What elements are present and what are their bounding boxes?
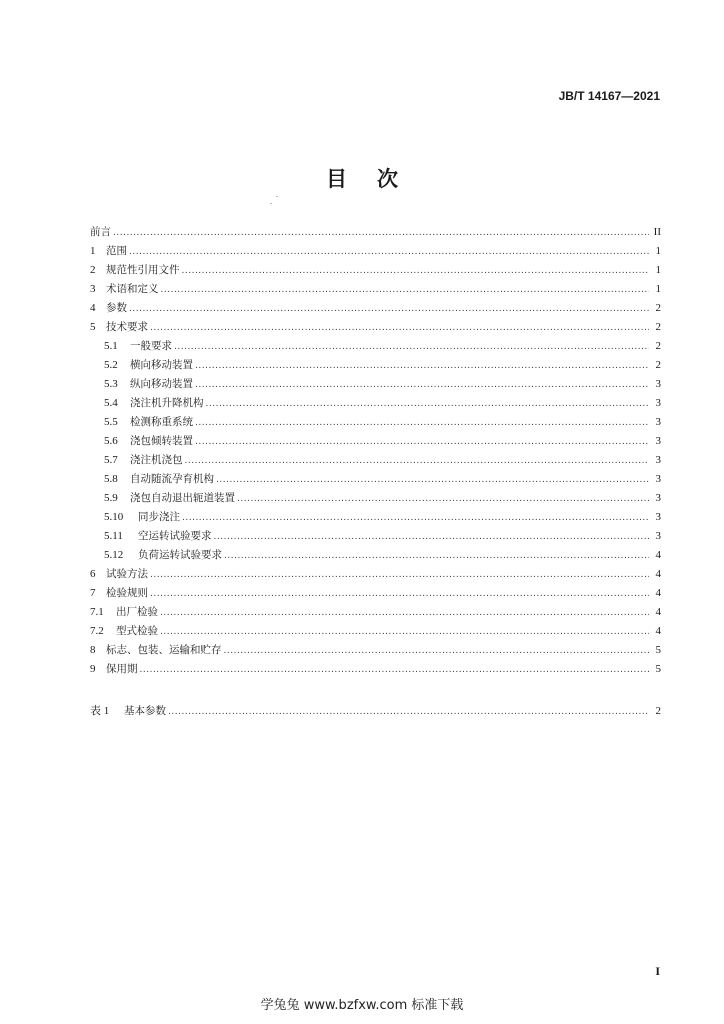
toc-entry[interactable] [90, 623, 661, 642]
tables-toc-entry-label: 基本参数 [124, 705, 166, 717]
toc-entry[interactable] [90, 281, 661, 300]
tables-toc-entry-page: 2 [655, 705, 661, 717]
toc-leader-dots [185, 456, 650, 466]
toc-entry-page: 4 [655, 625, 661, 637]
toc-entry-label: 出厂检验 [116, 606, 158, 618]
toc-entry-label: 检测称重系统 [130, 416, 193, 428]
toc-entry-number: 8 [90, 644, 96, 656]
toc-entry-page: 3 [655, 530, 661, 542]
toc-entry-number: 3 [90, 283, 96, 295]
toc-entry-label: 自动随流孕育机构 [130, 473, 214, 485]
toc-entry-label: 试验方法 [106, 568, 148, 580]
tables-toc-entry-number: 表 1 [90, 705, 110, 717]
toc-entry-number: 1 [90, 245, 96, 257]
toc-entry[interactable] [90, 262, 661, 281]
page-title [0, 163, 724, 193]
toc-entry[interactable] [90, 243, 661, 262]
scan-speck [276, 196, 278, 197]
toc-entry-number: 5.11 [104, 530, 123, 542]
toc-entry-page: 2 [655, 340, 661, 352]
toc-entry-number: 5.1 [104, 340, 118, 352]
toc-leader-dots [237, 494, 649, 504]
toc-entry-label: 标志、包装、运输和贮存 [106, 644, 222, 656]
toc-entry-page: 3 [655, 454, 661, 466]
toc-entry[interactable] [104, 433, 661, 452]
toc-entry[interactable] [104, 471, 661, 490]
toc-leader-dots [161, 285, 650, 295]
toc-entry-label: 横向移动装置 [130, 359, 193, 371]
toc-entry-number: 5.7 [104, 454, 118, 466]
toc-entry[interactable] [104, 509, 661, 528]
toc-entry-page: 5 [655, 663, 661, 675]
toc-entry[interactable] [104, 414, 661, 433]
tables-toc-entry[interactable] [90, 702, 661, 721]
watermark: 学兔兔 www.bzfxw.com 标准下载 [260, 998, 464, 1013]
toc-leader-dots [113, 228, 649, 238]
toc-entry[interactable] [90, 642, 661, 661]
toc-entry[interactable] [90, 319, 661, 338]
toc-leader-dots [214, 532, 650, 542]
toc-entry-label: 前言 [90, 226, 111, 238]
toc-leader-dots [168, 707, 649, 717]
toc-leader-dots [195, 361, 649, 371]
toc-entry-page: 3 [655, 511, 661, 523]
toc-leader-dots [140, 665, 650, 675]
toc-entry[interactable] [104, 395, 661, 414]
standard-number: JB/T 14167—2021 [558, 89, 660, 103]
toc-entry-label: 浇注机升降机构 [130, 397, 204, 409]
toc-leader-dots [182, 266, 650, 276]
toc-entry-page: 3 [655, 473, 661, 485]
toc-entry[interactable] [104, 490, 661, 509]
toc-entry-page: 4 [655, 549, 661, 561]
toc-entry-number: 5.3 [104, 378, 118, 390]
toc-entry-label: 同步浇注 [138, 511, 180, 523]
toc-leader-dots [224, 551, 649, 561]
toc-entry-number: 5 [90, 321, 96, 333]
toc-entry-label: 浇包自动退出轭道装置 [130, 492, 235, 504]
toc-entry-page: 3 [655, 378, 661, 390]
toc-entry-page: 4 [655, 568, 661, 580]
toc-leader-dots [216, 475, 649, 485]
toc-entry[interactable] [90, 224, 661, 243]
toc-entry-label: 负荷运转试验要求 [138, 549, 222, 561]
toc-leader-dots [206, 399, 650, 409]
toc-entry-label: 纵向移动装置 [130, 378, 193, 390]
toc-entry[interactable] [90, 661, 661, 680]
toc-entry[interactable] [90, 585, 661, 604]
toc-entry-page: 2 [655, 321, 661, 333]
toc-entry-number: 7.2 [90, 625, 104, 637]
toc-entry-number: 5.10 [104, 511, 124, 523]
toc-entry[interactable] [104, 528, 661, 547]
scan-speck [270, 203, 272, 204]
toc-entry[interactable] [90, 566, 661, 585]
toc-entry-label: 范围 [106, 245, 127, 257]
toc-leader-dots [160, 627, 649, 637]
toc-entry-page: 1 [655, 264, 661, 276]
toc-leader-dots [150, 589, 649, 599]
toc-entry-page: 2 [655, 359, 661, 371]
toc-entry[interactable] [104, 357, 661, 376]
toc-entry-page: 4 [655, 606, 661, 618]
toc-entry-label: 型式检验 [116, 625, 158, 637]
toc-entry-number: 5.8 [104, 473, 118, 485]
toc-entry-number: 7 [90, 587, 96, 599]
toc-entry-number: 7.1 [90, 606, 104, 618]
toc-entry[interactable] [90, 604, 661, 623]
toc-entry-number: 5.12 [104, 549, 124, 561]
page-number: I [655, 964, 660, 978]
toc-entry-number: 5.9 [104, 492, 118, 504]
toc-entry-label: 浇包倾转装置 [130, 435, 193, 447]
toc-entry-page: 3 [655, 397, 661, 409]
toc-entry-label: 空运转试验要求 [138, 530, 212, 542]
toc-entry-number: 6 [90, 568, 96, 580]
toc-leader-dots [174, 342, 649, 352]
toc-entry-number: 2 [90, 264, 96, 276]
toc-entry-number: 5.2 [104, 359, 118, 371]
toc-entry-label: 检验规则 [106, 587, 148, 599]
toc-leader-dots [195, 418, 649, 428]
toc-leader-dots [150, 570, 649, 580]
toc-entry-page: 1 [655, 245, 661, 257]
toc-leader-dots [224, 646, 650, 656]
toc-entry-number: 5.6 [104, 435, 118, 447]
toc-entry[interactable] [104, 547, 661, 566]
toc-entry-page: 3 [655, 492, 661, 504]
toc-entry-page: 3 [655, 435, 661, 447]
toc-entry[interactable] [104, 452, 661, 471]
toc-leader-dots [129, 304, 649, 314]
toc-entry-page: 2 [655, 302, 661, 314]
toc-entry-page: 3 [655, 416, 661, 428]
toc-entry-number: 5.4 [104, 397, 118, 409]
toc-entry-label: 规范性引用文件 [106, 264, 180, 276]
toc-entry-number: 5.5 [104, 416, 118, 428]
toc-entry-label: 保用期 [106, 663, 138, 675]
toc-leader-dots [129, 247, 649, 257]
toc-entry[interactable] [90, 300, 661, 319]
toc-entry[interactable] [104, 338, 661, 357]
toc-leader-dots [182, 513, 649, 523]
toc-entry[interactable] [104, 376, 661, 395]
toc-entry-label: 参数 [106, 302, 127, 314]
toc-entry-label: 技术要求 [106, 321, 148, 333]
toc-entry-page: 5 [655, 644, 661, 656]
toc-entry-label: 术语和定义 [106, 283, 159, 295]
toc-entry-page: 4 [655, 587, 661, 599]
toc-leader-dots [160, 608, 649, 618]
toc-entry-number: 4 [90, 302, 96, 314]
toc-entry-page: 1 [655, 283, 661, 295]
toc-entry-number: 9 [90, 663, 96, 675]
toc-entry-label: 一般要求 [130, 340, 172, 352]
toc-leader-dots [150, 323, 649, 333]
toc-entry-label: 浇注机浇包 [130, 454, 183, 466]
page-title-part2: 次 [377, 167, 398, 191]
toc-leader-dots [195, 437, 649, 447]
toc-entry-page: II [653, 226, 661, 238]
toc-leader-dots [195, 380, 649, 390]
page-title-part1: 目 [326, 167, 347, 191]
